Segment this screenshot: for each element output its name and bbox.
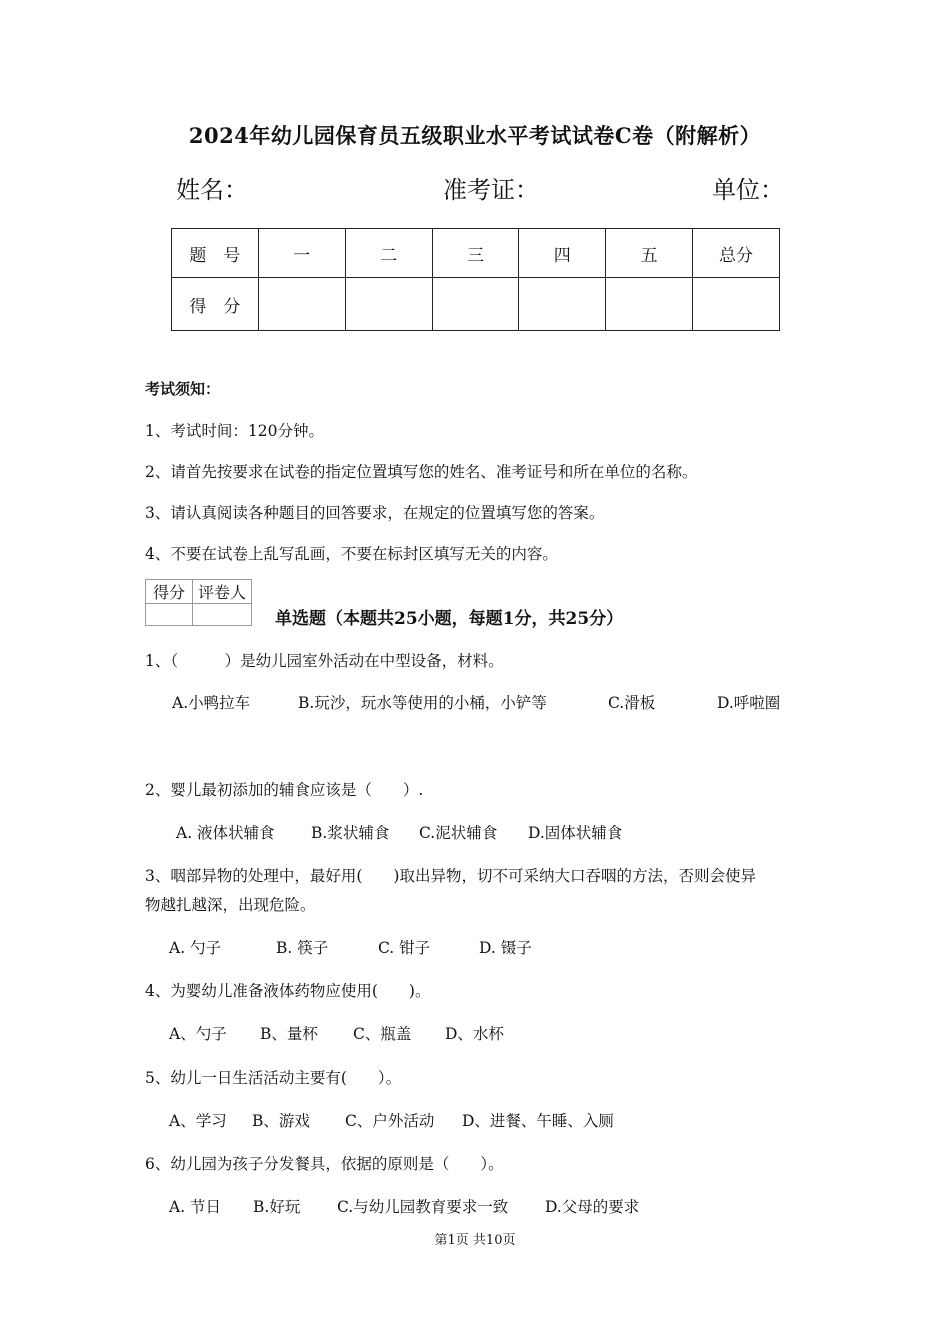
score-cell[interactable] [345, 278, 432, 331]
option-a: A. 勺子 [169, 939, 222, 957]
grader-reviewer-cell[interactable] [193, 604, 252, 626]
notice-item: 2、请首先按要求在试卷的指定位置填写您的姓名、准考证号和所在单位的名称。 [145, 463, 698, 481]
score-header-cell: 题 号 [172, 229, 259, 278]
section-title: 单选题（本题共25小题，每题1分，共25分） [275, 609, 624, 629]
option-d: D. 镊子 [479, 939, 532, 957]
question-stem: 3、咽部异物的处理中，最好用( )取出异物，切不可采纳大口吞咽的方法，否则会使异 [145, 867, 756, 885]
notice-item: 4、不要在试卷上乱写乱画，不要在标封区填写无关的内容。 [145, 545, 558, 563]
notice-item: 1、考试时间：120分钟。 [145, 422, 324, 440]
notice-item: 3、请认真阅读各种题目的回答要求，在规定的位置填写您的答案。 [145, 504, 605, 522]
option-c: C.泥状辅食 [419, 824, 498, 842]
score-header-cell: 三 [432, 229, 519, 278]
grader-score-label: 得分 [146, 580, 193, 604]
option-d: D.固体状辅食 [528, 824, 623, 842]
option-a: A. 液体状辅食 [176, 824, 275, 842]
score-cell[interactable] [432, 278, 519, 331]
question-stem: 6、幼儿园为孩子分发餐具，依据的原则是（ ）。 [145, 1155, 504, 1173]
notice-heading: 考试须知： [145, 380, 221, 398]
option-a: A.小鸭拉车 [172, 694, 251, 712]
score-header-cell: 四 [519, 229, 606, 278]
score-header-cell: 总分 [693, 229, 780, 278]
score-header-cell: 五 [606, 229, 693, 278]
option-c: C、瓶盖 [353, 1025, 412, 1043]
option-a: A、学习 [169, 1112, 227, 1130]
option-c: C. 钳子 [378, 939, 431, 957]
option-d: D.父母的要求 [545, 1198, 640, 1216]
option-b: B. 筷子 [276, 939, 329, 957]
option-b: B.玩沙，玩水等使用的小桶，小铲等 [298, 694, 547, 712]
question-stem: 2、婴儿最初添加的辅食应该是（ ）. [145, 781, 424, 799]
score-header-cell: 二 [345, 229, 432, 278]
option-a: A. 节日 [169, 1198, 222, 1216]
score-cell[interactable] [693, 278, 780, 331]
score-cell[interactable] [258, 278, 345, 331]
grader-score-cell[interactable] [146, 604, 193, 626]
page-footer: 第1页 共10页 [434, 1233, 516, 1248]
option-b: B.浆状辅食 [311, 824, 390, 842]
option-d: D、水杯 [445, 1025, 504, 1043]
score-table-score-row [172, 278, 780, 331]
name-field-label: 姓名： [176, 176, 248, 204]
score-table [171, 228, 780, 331]
option-d: D、进餐、午睡、入厕 [462, 1112, 614, 1130]
question-stem: 5、幼儿一日生活活动主要有( ）。 [145, 1069, 402, 1087]
grader-box [145, 579, 252, 626]
grader-reviewer-label: 评卷人 [193, 580, 252, 604]
option-c: C.滑板 [608, 694, 656, 712]
option-d: D.呼啦圈 [717, 694, 781, 712]
exam-id-field-label: 准考证： [443, 176, 539, 204]
score-cell[interactable] [606, 278, 693, 331]
option-a: A、勺子 [169, 1025, 227, 1043]
score-cell[interactable] [519, 278, 606, 331]
option-c: C.与幼儿园教育要求一致 [337, 1198, 509, 1216]
question-stem: 1、（ ）是幼儿园室外活动在中型设备，材料。 [145, 652, 504, 670]
option-b: B、量杯 [260, 1025, 318, 1043]
option-b: B.好玩 [253, 1198, 301, 1216]
option-c: C、户外活动 [345, 1112, 435, 1130]
option-b: B、游戏 [252, 1112, 310, 1130]
unit-field-label: 单位： [712, 176, 784, 204]
score-header-cell: 一 [258, 229, 345, 278]
page-title: 2024年幼儿园保育员五级职业水平考试试卷C卷（附解析） [188, 123, 762, 148]
question-stem: 4、为婴幼儿准备液体药物应使用( )。 [145, 982, 431, 1000]
score-table-header-row [172, 229, 780, 278]
question-stem-continued: 物越扎越深，出现危险。 [145, 896, 316, 914]
score-row-label: 得 分 [172, 278, 259, 331]
